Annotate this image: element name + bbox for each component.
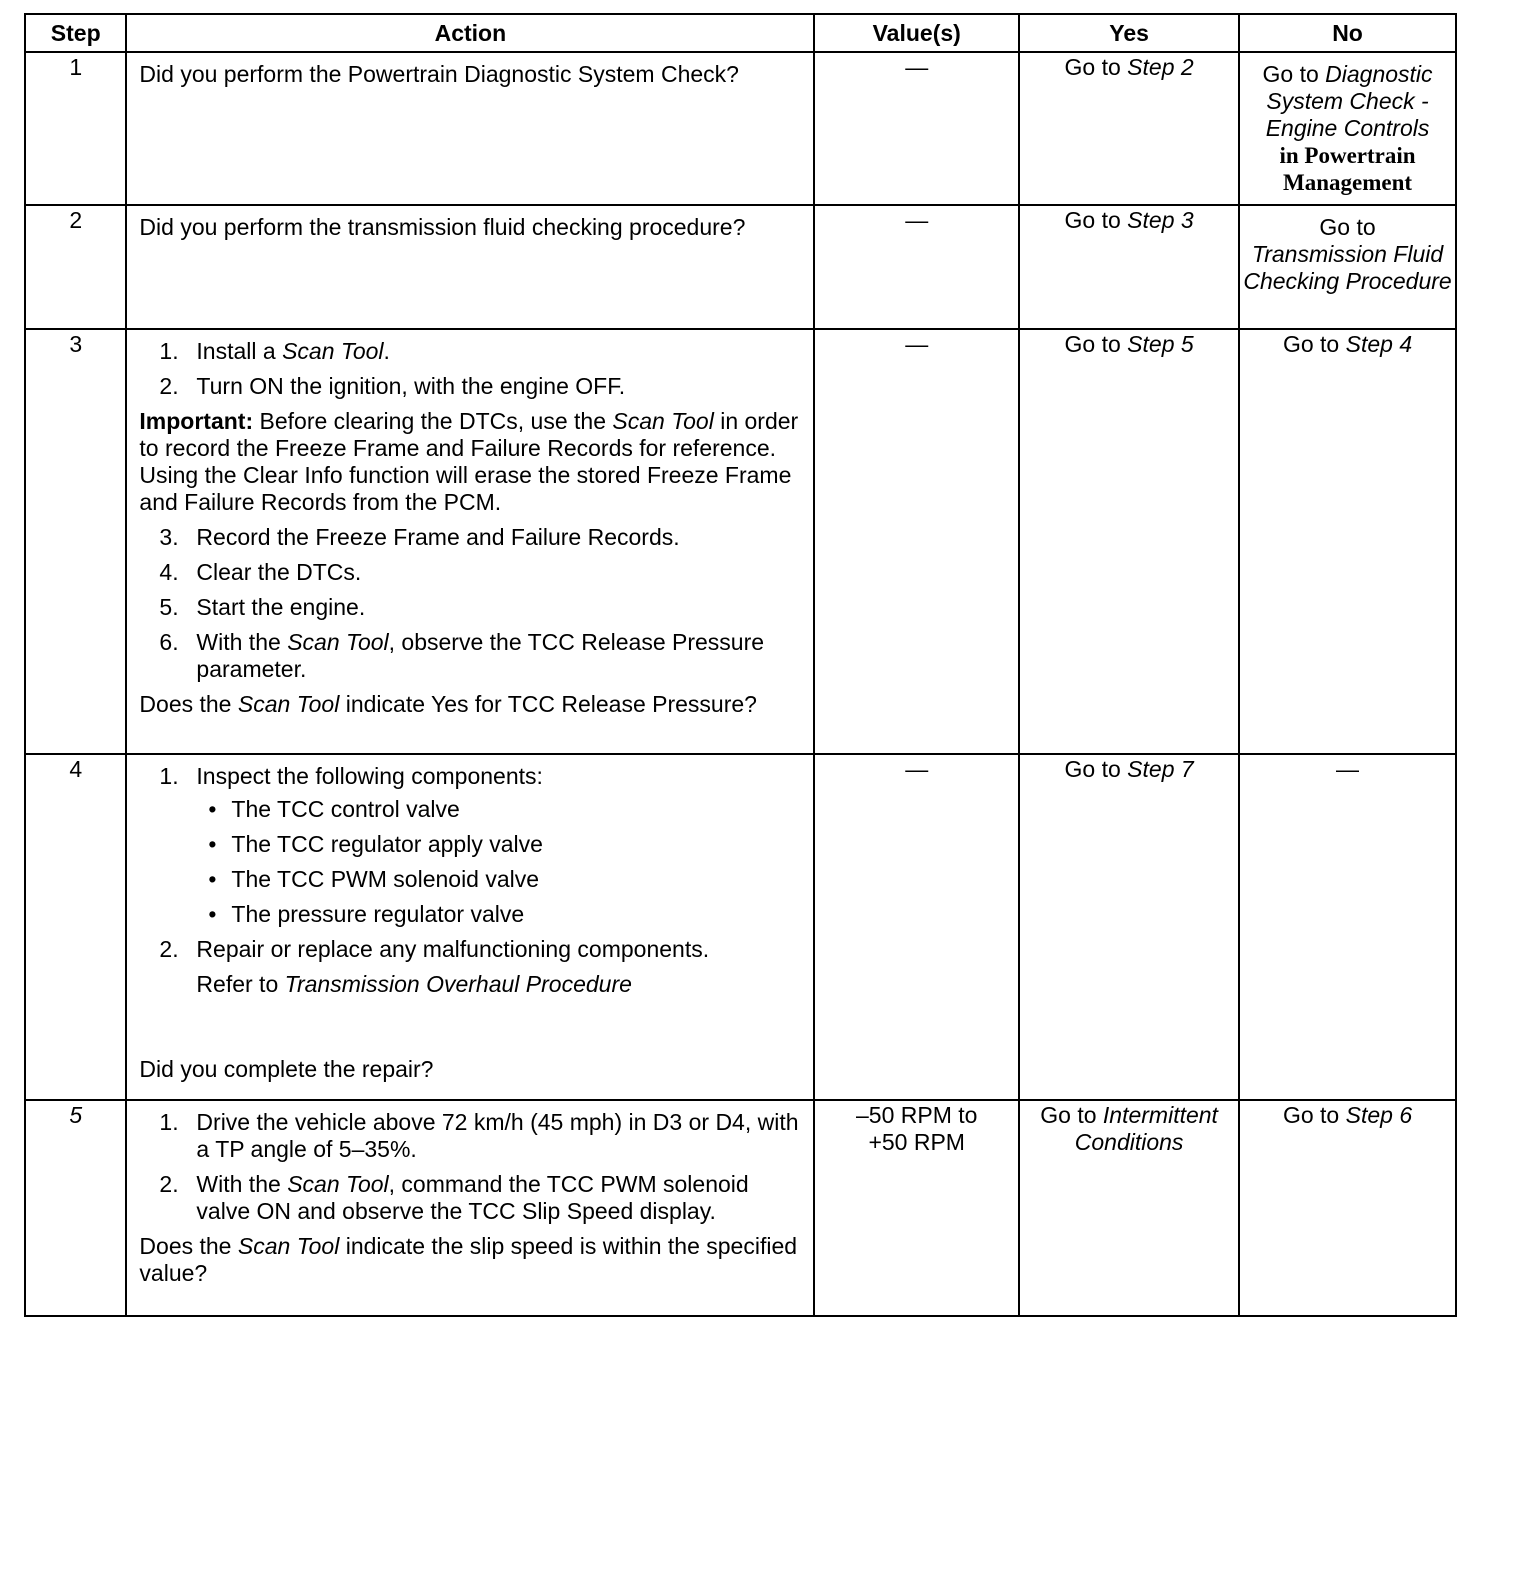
- list-item: [139, 763, 805, 928]
- no-ref: Step 6: [1345, 1102, 1413, 1128]
- action-question: [139, 691, 805, 718]
- action-cell: [126, 205, 814, 329]
- no-cell: —: [1239, 754, 1456, 1100]
- item-number: 3.: [159, 524, 179, 550]
- action-question: Did you perform the Powertrain Diagnostic System Check?: [139, 61, 739, 87]
- yes-cell: [1019, 1100, 1239, 1316]
- yes-step-link: Step 2: [1127, 54, 1194, 80]
- value-cell: —: [814, 329, 1019, 754]
- item-text: Repair or replace any malfunctioning components.: [196, 936, 710, 962]
- list-item: [139, 373, 805, 400]
- no-ref: Step 4: [1345, 331, 1413, 357]
- yes-prefix: Go to: [1064, 331, 1128, 357]
- important-emphasis: Scan Tool: [612, 408, 714, 434]
- item-number: 1.: [159, 1109, 179, 1135]
- table-row: [25, 754, 1456, 1100]
- item-number: 1.: [159, 338, 179, 364]
- question-emphasis: Scan Tool: [237, 1233, 340, 1259]
- header-yes: Yes: [1019, 14, 1239, 52]
- procedure-list: [139, 1109, 805, 1225]
- item-number: 2.: [159, 373, 179, 399]
- no-cell: [1239, 329, 1456, 754]
- list-item: [139, 936, 805, 998]
- yes-prefix: Go to: [1064, 756, 1128, 782]
- value-line: –50 RPM to: [855, 1102, 978, 1128]
- item-text: With the: [196, 1171, 288, 1197]
- question-text: Does the: [139, 1233, 238, 1259]
- no-prefix: Go to: [1282, 331, 1346, 357]
- procedure-list: [139, 338, 805, 400]
- item-text: With the: [196, 629, 288, 655]
- item-text: , observe the TCC Release Pressure parameter.: [196, 629, 765, 682]
- no-prefix: Go to: [1319, 214, 1376, 240]
- table-row: [25, 205, 1456, 329]
- yes-step-link: Step 5: [1127, 331, 1194, 357]
- yes-cell: [1019, 329, 1239, 754]
- value-cell: [814, 1100, 1019, 1316]
- table-row: [25, 329, 1456, 754]
- header-action: Action: [126, 14, 814, 52]
- item-number: 4.: [159, 559, 179, 585]
- no-prefix: Go to: [1282, 1102, 1346, 1128]
- action-question: Did you perform the transmission fluid checking procedure?: [139, 214, 746, 240]
- spacer: [139, 1006, 805, 1056]
- item-number: 1.: [159, 763, 179, 789]
- item-text: Clear the DTCs.: [196, 559, 362, 585]
- value-cell: —: [814, 205, 1019, 329]
- list-item: [139, 594, 805, 621]
- no-cell: [1239, 52, 1456, 205]
- question-emphasis: Scan Tool: [237, 691, 340, 717]
- list-item: [139, 1171, 805, 1225]
- header-values: Value(s): [814, 14, 1019, 52]
- step-number: 5: [25, 1100, 126, 1316]
- item-emphasis: Scan Tool: [287, 629, 389, 655]
- action-cell: [126, 52, 814, 205]
- important-label: Important:: [139, 408, 254, 434]
- list-item: [139, 629, 805, 683]
- item-number: 2.: [159, 1171, 179, 1197]
- yes-prefix: Go to: [1040, 1102, 1103, 1128]
- step-number: 4: [25, 754, 126, 1100]
- action-cell: [126, 754, 814, 1100]
- procedure-list: [139, 524, 805, 683]
- step-number: 3: [25, 329, 126, 754]
- yes-prefix: Go to: [1064, 207, 1128, 233]
- item-text: Inspect the following components:: [196, 763, 543, 789]
- important-text: in order to record the Freeze Frame and Failure Records for reference. Using the Clear Info function will erase the stored Freeze Frame and Failure Records from the PCM.: [139, 408, 799, 515]
- value-line: +50 RPM: [868, 1129, 965, 1155]
- item-text: , command the TCC PWM solenoid valve ON and observe the TCC Slip Speed display.: [196, 1171, 749, 1224]
- item-text: .: [383, 338, 390, 364]
- refer-text: Refer to: [196, 971, 285, 997]
- step-number: 2: [25, 205, 126, 329]
- item-text: Drive the vehicle above 72 km/h (45 mph) in D3 or D4, with a TP angle of 5–35%.: [196, 1109, 799, 1162]
- no-ref: Transmission Fluid Checking Procedure: [1243, 241, 1452, 294]
- yes-prefix: Go to: [1064, 54, 1128, 80]
- item-emphasis: Scan Tool: [287, 1171, 389, 1197]
- refer-note: [196, 971, 805, 998]
- procedure-list: [139, 763, 805, 998]
- yes-step-link: Step 7: [1127, 756, 1194, 782]
- table-row: [25, 1100, 1456, 1316]
- item-text: Turn ON the ignition, with the engine OFF.: [196, 373, 626, 399]
- diagnostic-table: [24, 13, 1457, 1317]
- item-text: Install a: [196, 338, 283, 364]
- important-text: Before clearing the DTCs, use the: [253, 408, 613, 434]
- component-item: • The TCC control valve: [196, 796, 805, 823]
- question-text: indicate the slip speed is within the specified value?: [139, 1233, 798, 1286]
- list-item: [139, 1109, 805, 1163]
- item-emphasis: Scan Tool: [282, 338, 384, 364]
- value-cell: —: [814, 754, 1019, 1100]
- header-row: [25, 14, 1456, 52]
- list-item: [139, 524, 805, 551]
- yes-cell: [1019, 754, 1239, 1100]
- component-item: • The pressure regulator valve: [196, 901, 805, 928]
- item-number: 2.: [159, 936, 179, 962]
- list-item: [139, 338, 805, 365]
- table-row: [25, 52, 1456, 205]
- yes-step-link: Step 3: [1127, 207, 1194, 233]
- yes-cell: [1019, 205, 1239, 329]
- action-cell: [126, 1100, 814, 1316]
- yes-step-link: Intermittent Conditions: [1074, 1102, 1218, 1155]
- item-text: Start the engine.: [196, 594, 366, 620]
- action-question: [139, 1233, 805, 1287]
- item-number: 6.: [159, 629, 179, 655]
- action-question: Did you complete the repair?: [139, 1056, 434, 1082]
- no-cell: [1239, 205, 1456, 329]
- action-cell: [126, 329, 814, 754]
- refer-link: Transmission Overhaul Procedure: [284, 971, 632, 997]
- header-no: No: [1239, 14, 1456, 52]
- item-text: Record the Freeze Frame and Failure Records.: [196, 524, 680, 550]
- component-item: • The TCC regulator apply valve: [196, 831, 805, 858]
- list-item: [139, 559, 805, 586]
- header-step: Step: [25, 14, 126, 52]
- component-item: • The TCC PWM solenoid valve: [196, 866, 805, 893]
- item-number: 5.: [159, 594, 179, 620]
- no-cell: [1239, 1100, 1456, 1316]
- no-ref: Diagnostic System Check - Engine Controls: [1265, 61, 1433, 141]
- component-list: [196, 796, 805, 928]
- yes-cell: [1019, 52, 1239, 205]
- important-note: [139, 408, 805, 516]
- step-number: 1: [25, 52, 126, 205]
- no-prefix: Go to: [1262, 61, 1326, 87]
- question-text: indicate Yes for TCC Release Pressure?: [339, 691, 757, 717]
- question-text: Does the: [139, 691, 238, 717]
- no-suffix: in Powertrain Management: [1279, 143, 1416, 195]
- value-cell: —: [814, 52, 1019, 205]
